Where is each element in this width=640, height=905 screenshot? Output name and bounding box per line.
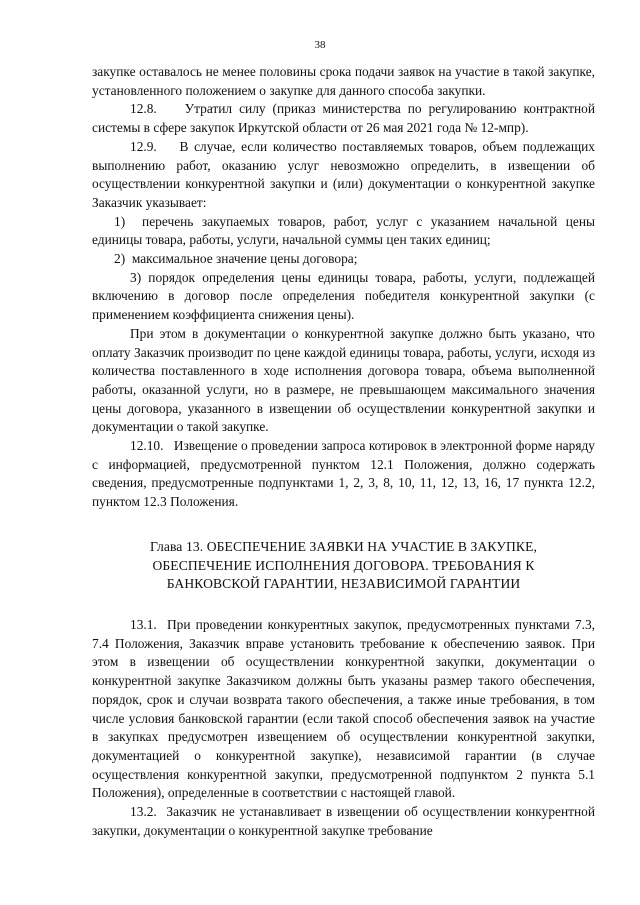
list-item-1: 1) перечень закупаемых товаров, работ, услуг с указанием начальной цены единицы товара, работы, услуги, начальной суммы цен таких единиц; xyxy=(92,213,595,248)
chapter-13-heading xyxy=(92,538,595,594)
paragraph-12-8: 12.8. Утратил силу (приказ министерства по регулированию контрактной системы в сфере закупок Иркутской области от 26 мая 2021 года № 12-мпр). xyxy=(92,101,595,136)
document-body xyxy=(92,63,595,840)
paragraph-12-9: 12.9. В случае, если количество поставляемых товаров, объем подлежащих выполнению работ, оказанию услуг невозможно определить, в извещении об осуществлении конкурентной закупки и (или) документации о конкурентной закупке Заказчик указывает: xyxy=(92,138,595,210)
heading-line-1: Глава 13. ОБЕСПЕЧЕНИЕ ЗАЯВКИ НА УЧАСТИЕ В ЗАКУПКЕ, xyxy=(150,538,537,554)
paragraph-payment-note: При этом в документации о конкурентной закупке должно быть указано, что оплату Заказчик производит по цене каждой единицы товара, работы, услуги, исходя из количества поставленного в ходе исполнения договора товара, объема выполненной работы, оказанной услуги, но в размере, не превышающем максимального значения цены договора, указанного в извещении об осуществлении конкурентной закупки и документации о такой закупке. xyxy=(92,325,595,435)
heading-line-3: БАНКОВСКОЙ ГАРАНТИИ, НЕЗАВИСИМОЙ ГАРАНТИИ xyxy=(166,576,521,592)
paragraph-12-10: 12.10. Извещение о проведении запроса котировок в электронной форме наряду с информацией, предусмотренной пунктом 12.1 Положения, должно содержать сведения, предусмотренные подпунктами 1, 2, 3, 8, 10, 11, 12, 13, 16, 17 пункта 12.2, пунктом 12.3 Положения. xyxy=(92,438,595,510)
paragraph-13-1: 13.1. При проведении конкурентных закупок, предусмотренных пунктами 7.3, 7.4 Положения, Заказчик вправе установить требование к обеспечению заявок. При этом в извещении об осуществлении конкурентной закупки, документации о конкурентной закупке Заказчиком должны быть указаны размер такого обеспечения, порядок, срок и случаи возврата такого обеспечения, а также иные требования, в том числе условия банковской гарантии (если такой способ обеспечения заявок на участие в закупках предусмотрен извещением об осуществлении конкурентной закупки, документацией о конкурентной закупке), независимой гарантии (в случае осуществления конкурентной закупки, предусмотренной подпунктом 2 пункта 5.1 Положения), определенные в соответствии с настоящей главой. xyxy=(92,616,595,801)
page-number: 38 xyxy=(314,39,326,51)
paragraph-13-2: 13.2. Заказчик не устанавливает в извещении об осуществлении конкурентной закупки, документации о конкурентной закупке требование xyxy=(92,804,595,838)
paragraph-continuation: закупке оставалось не менее половины срока подачи заявок на участие в такой закупке, установленного положением о закупке для данного способа закупки. xyxy=(92,64,595,98)
heading-line-2: ОБЕСПЕЧЕНИЕ ИСПОЛНЕНИЯ ДОГОВОРА. ТРЕБОВАНИЯ К xyxy=(152,557,535,573)
list-item-2: 2) максимальное значение цены договора; xyxy=(114,251,358,267)
list-item-3: 3) порядок определения цены единицы товара, работы, услуги, подлежащей включению в договор после определения победителя конкурентной закупки (с применением коэффициента снижения цены). xyxy=(92,269,595,323)
